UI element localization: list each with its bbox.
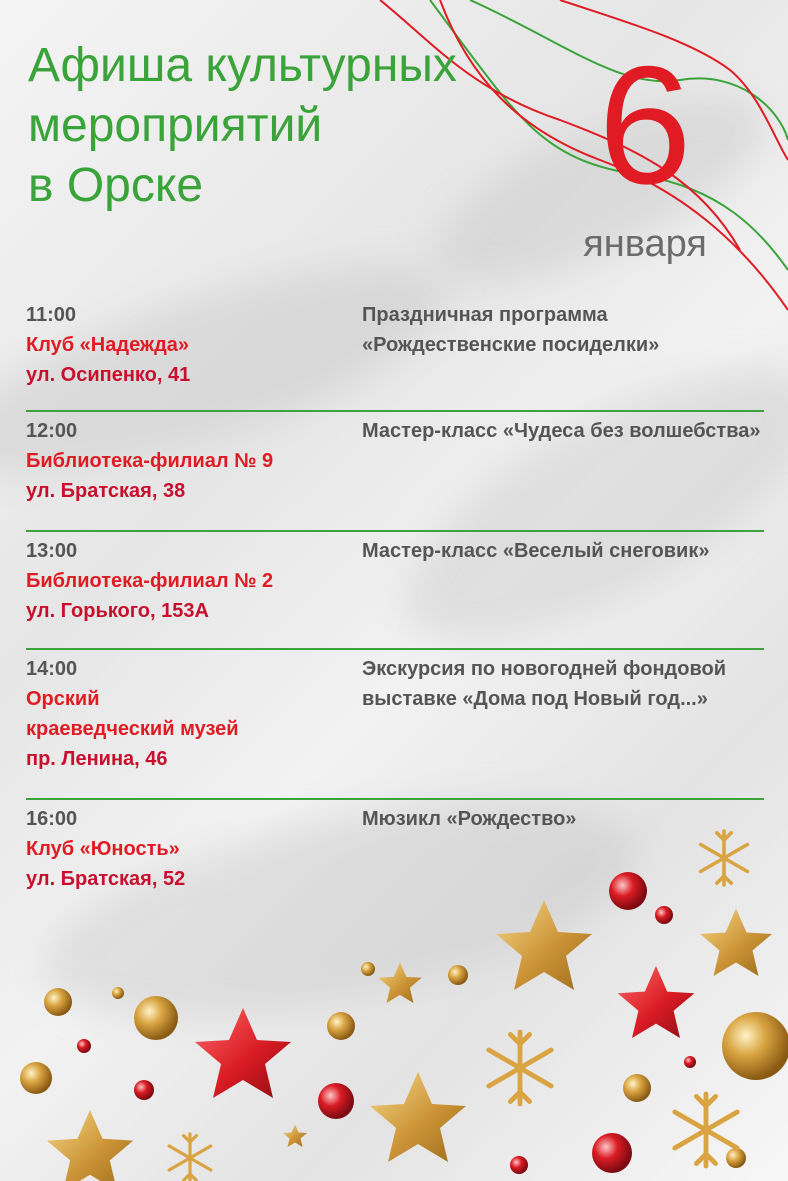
snowflake-icon: [169, 1134, 211, 1181]
event-venue: Библиотека-филиал № 9: [26, 450, 274, 472]
gold-ball-icon: [134, 996, 178, 1040]
gold-star-icon: [47, 1110, 133, 1181]
gold-star-icon: [378, 963, 421, 1004]
gold-ball-icon: [327, 1012, 355, 1040]
event-time: 16:00: [26, 808, 78, 830]
date-month: января: [583, 223, 707, 265]
gold-ball-icon: [20, 1062, 52, 1094]
event-description: Мастер-класс «Веселый снеговик»: [362, 540, 710, 562]
gold-star-icon: [283, 1125, 307, 1148]
gold-star-icon: [700, 909, 772, 977]
snowflake-icon: [701, 831, 748, 885]
gold-star-icon: [496, 900, 592, 990]
event-address: ул. Горького, 153А: [26, 600, 209, 622]
gold-star-icon: [370, 1072, 466, 1162]
snowflake-icon: [489, 1032, 551, 1104]
gold-ball-icon: [448, 965, 468, 985]
event-address: ул. Братская, 52: [26, 868, 186, 890]
event-venue: Орский: [26, 688, 100, 710]
event-time: 14:00: [26, 658, 78, 680]
gold-ball-icon: [361, 962, 375, 976]
event-time: 12:00: [26, 420, 78, 442]
gold-ball-icon: [726, 1148, 746, 1168]
event-address: ул. Братская, 38: [26, 480, 186, 502]
title-line: Афиша культурных: [28, 39, 457, 92]
title-line: в Орске: [28, 159, 204, 212]
red-ball-icon: [318, 1083, 354, 1119]
event-description: Мюзикл «Рождество»: [362, 808, 577, 830]
event-venue: Библиотека-филиал № 2: [26, 570, 274, 592]
red-ball-icon: [77, 1039, 91, 1053]
red-star-icon: [618, 966, 695, 1038]
red-ball-icon: [134, 1080, 154, 1100]
event-description: Праздничная программа «Рождественские посиделки»: [362, 304, 660, 356]
event-address: пр. Ленина, 46: [26, 748, 168, 770]
gold-ball-icon: [112, 987, 124, 999]
event-description: Мастер-класс «Чудеса без волшебства»: [362, 420, 761, 442]
red-ball-icon: [609, 872, 647, 910]
event-address: ул. Осипенко, 41: [26, 364, 191, 386]
red-star-icon: [195, 1008, 291, 1098]
date-day: 6: [598, 31, 692, 219]
gold-ball-icon: [722, 1012, 788, 1080]
gold-ball-icon: [623, 1074, 651, 1102]
event-time: 11:00: [26, 304, 77, 326]
gold-ball-icon: [44, 988, 72, 1016]
red-ball-icon: [592, 1133, 632, 1173]
event-venue: Клуб «Надежда»: [26, 334, 190, 356]
event-venue: Клуб «Юность»: [26, 838, 180, 860]
red-ball-icon: [684, 1056, 696, 1068]
title-line: мероприятий: [28, 99, 323, 152]
red-ball-icon: [510, 1156, 528, 1174]
event-time: 13:00: [26, 540, 78, 562]
red-ball-icon: [655, 906, 673, 924]
event-venue-line2: краеведческий музей: [26, 718, 239, 740]
event-description: Экскурсия по новогодней фондовой выставке «Дома под Новый год...»: [362, 658, 726, 710]
